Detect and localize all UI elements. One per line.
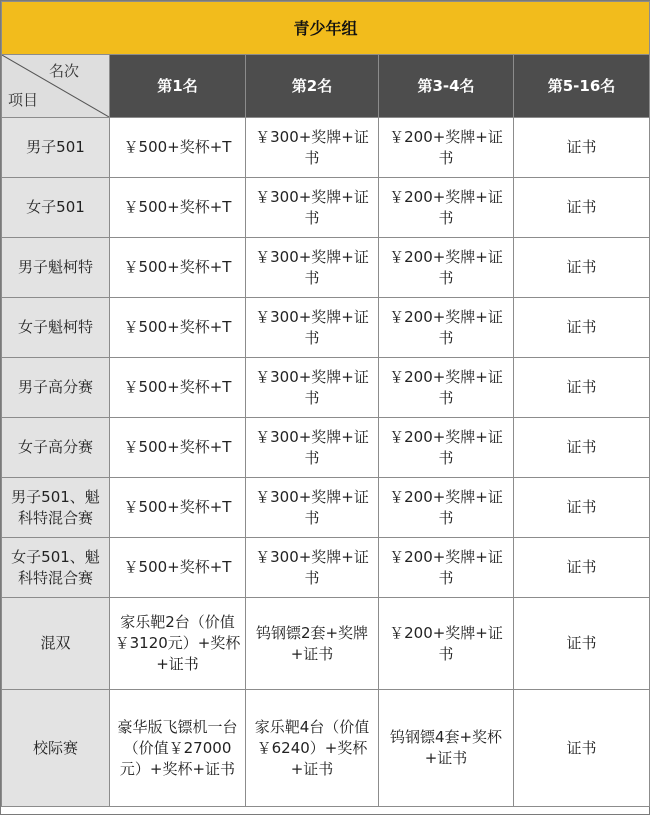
prize-table xyxy=(1,1,650,807)
corner-label-item: 项目 xyxy=(8,91,39,109)
prize-cell: 证书 xyxy=(514,298,650,358)
table-row xyxy=(2,538,650,598)
row-item: 女子501、魁科特混合赛 xyxy=(2,538,110,598)
row-item: 女子魁柯特 xyxy=(2,298,110,358)
prize-cell: ￥300+奖牌+证书 xyxy=(246,478,379,538)
prize-cell: 钨钢镖4套+奖杯+证书 xyxy=(379,690,514,807)
prize-cell: ￥300+奖牌+证书 xyxy=(246,118,379,178)
prize-cell: ￥500+奖杯+T xyxy=(110,238,246,298)
column-header: 第3-4名 xyxy=(379,55,514,118)
prize-cell: ￥300+奖牌+证书 xyxy=(246,298,379,358)
title-row xyxy=(2,2,650,55)
prize-cell: ￥200+奖牌+证书 xyxy=(379,178,514,238)
row-item: 校际赛 xyxy=(2,690,110,807)
prize-cell: 证书 xyxy=(514,358,650,418)
prize-cell: ￥200+奖牌+证书 xyxy=(379,118,514,178)
table-row xyxy=(2,690,650,807)
prize-cell: ￥500+奖杯+T xyxy=(110,358,246,418)
table-row xyxy=(2,418,650,478)
prize-cell: ￥200+奖牌+证书 xyxy=(379,358,514,418)
prize-cell: ￥500+奖杯+T xyxy=(110,178,246,238)
column-header: 第1名 xyxy=(110,55,246,118)
row-item: 女子501 xyxy=(2,178,110,238)
prize-cell: 家乐靶4台（价值￥6240）+奖杯+证书 xyxy=(246,690,379,807)
prize-cell: ￥200+奖牌+证书 xyxy=(379,238,514,298)
prize-cell: 证书 xyxy=(514,478,650,538)
row-item: 男子魁柯特 xyxy=(2,238,110,298)
table-row xyxy=(2,298,650,358)
corner-label-rank: 名次 xyxy=(48,62,79,80)
table-row xyxy=(2,478,650,538)
prize-cell: ￥300+奖牌+证书 xyxy=(246,238,379,298)
prize-cell: 证书 xyxy=(514,238,650,298)
prize-cell: 证书 xyxy=(514,118,650,178)
corner-header-cell xyxy=(2,55,110,118)
prize-cell: ￥200+奖牌+证书 xyxy=(379,298,514,358)
prize-cell: ￥200+奖牌+证书 xyxy=(379,418,514,478)
row-item: 混双 xyxy=(2,598,110,690)
prize-cell: ￥500+奖杯+T xyxy=(110,418,246,478)
table-row xyxy=(2,598,650,690)
prize-cell: 钨钢镖2套+奖牌+证书 xyxy=(246,598,379,690)
prize-cell: ￥200+奖牌+证书 xyxy=(379,538,514,598)
prize-cell: 证书 xyxy=(514,538,650,598)
column-header: 第5-16名 xyxy=(514,55,650,118)
prize-cell: ￥500+奖杯+T xyxy=(110,538,246,598)
header-row xyxy=(2,55,650,118)
column-header: 第2名 xyxy=(246,55,379,118)
prize-cell: 证书 xyxy=(514,690,650,807)
row-item: 女子高分赛 xyxy=(2,418,110,478)
prize-cell: ￥300+奖牌+证书 xyxy=(246,358,379,418)
table-row xyxy=(2,118,650,178)
row-item: 男子501、魁科特混合赛 xyxy=(2,478,110,538)
row-item: 男子501 xyxy=(2,118,110,178)
prize-cell: ￥500+奖杯+T xyxy=(110,298,246,358)
prize-cell: ￥200+奖牌+证书 xyxy=(379,598,514,690)
prize-cell: ￥300+奖牌+证书 xyxy=(246,418,379,478)
prize-cell: 证书 xyxy=(514,178,650,238)
prize-cell: ￥500+奖杯+T xyxy=(110,478,246,538)
prize-cell: 证书 xyxy=(514,598,650,690)
row-item: 男子高分赛 xyxy=(2,358,110,418)
prize-cell: ￥500+奖杯+T xyxy=(110,118,246,178)
table-row xyxy=(2,178,650,238)
table-row xyxy=(2,358,650,418)
prize-cell: 证书 xyxy=(514,418,650,478)
prize-cell: 豪华版飞镖机一台（价值￥27000元）+奖杯+证书 xyxy=(110,690,246,807)
prize-cell: ￥300+奖牌+证书 xyxy=(246,538,379,598)
prize-cell: ￥300+奖牌+证书 xyxy=(246,178,379,238)
table-row xyxy=(2,238,650,298)
prize-cell: ￥200+奖牌+证书 xyxy=(379,478,514,538)
table-title: 青少年组 xyxy=(2,2,650,55)
prize-cell: 家乐靶2台（价值￥3120元）+奖杯+证书 xyxy=(110,598,246,690)
